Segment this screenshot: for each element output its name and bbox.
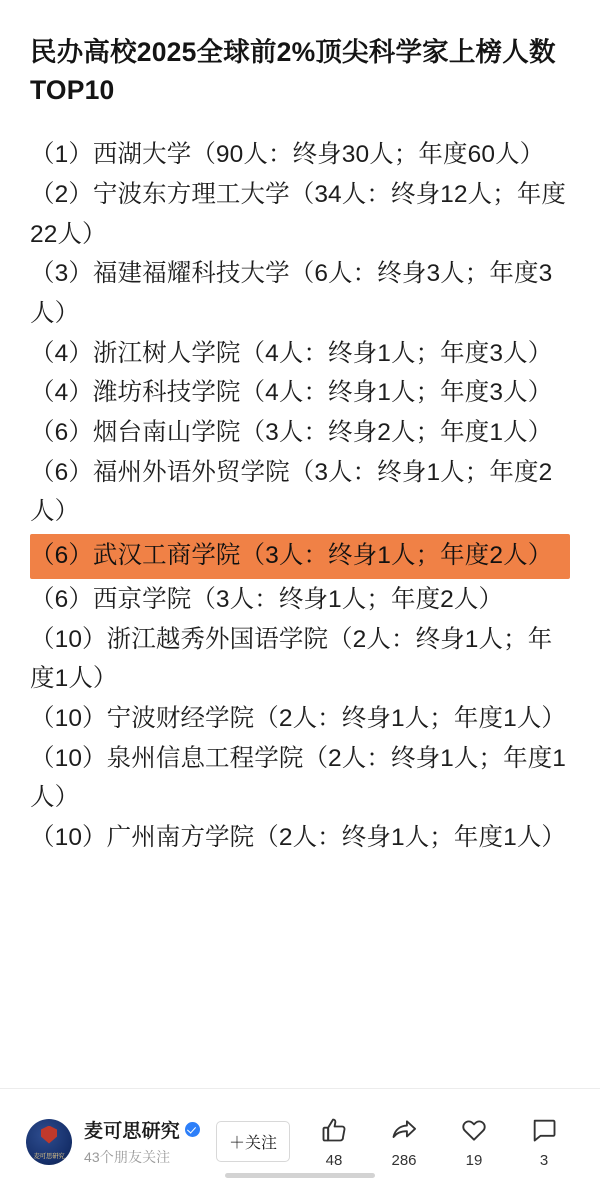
share-action[interactable] [382, 1115, 426, 1169]
comment-action[interactable] [522, 1115, 566, 1169]
comment-icon [529, 1115, 559, 1145]
list-item: （10）宁波财经学院（2人：终身1人；年度1人） [30, 704, 567, 732]
heart-icon [459, 1115, 489, 1145]
list-item-highlighted: （6）武汉工商学院（3人：终身1人；年度2人） [30, 534, 570, 579]
page-title: 民办高校2025全球前2%顶尖科学家上榜人数TOP10 [30, 37, 556, 105]
shield-icon [41, 1126, 57, 1144]
share-count: 286 [391, 1151, 417, 1169]
list-item: （2）宁波东方理工大学（34人：终身12人；年度22人） [30, 180, 567, 248]
thumbs-up-icon [319, 1115, 349, 1145]
favorite-action[interactable] [452, 1115, 496, 1169]
list-item: （6）烟台南山学院（3人：终身2人；年度1人） [30, 419, 553, 447]
like-action[interactable] [312, 1115, 356, 1169]
avatar[interactable] [26, 1119, 72, 1165]
ranking-list [30, 135, 570, 857]
list-item: （6）西京学院（3人：终身1人；年度2人） [30, 585, 504, 613]
list-item: （10）泉州信息工程学院（2人：终身1人；年度1人） [30, 744, 567, 812]
list-item: （6）福州外语外贸学院（3人：终身1人；年度2人） [30, 458, 553, 526]
list-item: （1）西湖大学（90人：终身30人；年度60人） [30, 141, 545, 169]
author-meta [84, 1116, 200, 1167]
action-bar [312, 1115, 574, 1169]
list-item: （4）浙江树人学院（4人：终身1人；年度3人） [30, 339, 553, 367]
comment-count: 3 [539, 1151, 549, 1169]
follow-button[interactable]: ＋关注 [216, 1121, 290, 1162]
avatar-badge-label: 麦可思研究 [33, 1153, 65, 1161]
list-item: （10）广州南方学院（2人：终身1人；年度1人） [30, 823, 567, 851]
list-item: （4）潍坊科技学院（4人：终身1人；年度3人） [30, 379, 553, 407]
author-name-row [84, 1116, 200, 1143]
list-item: （10）浙江越秀外国语学院（2人：终身1人；年度1人） [30, 625, 553, 693]
favorite-count: 19 [465, 1151, 483, 1169]
like-count: 48 [325, 1151, 343, 1169]
share-icon [389, 1115, 419, 1145]
friends-following-count: 43个朋友关注 [84, 1149, 171, 1165]
article-footer [0, 1088, 600, 1186]
home-indicator[interactable] [225, 1173, 375, 1178]
verified-badge-icon [185, 1122, 200, 1137]
author-block[interactable] [26, 1116, 200, 1167]
author-name[interactable]: 麦可思研究 [84, 1121, 181, 1142]
list-item: （3）福建福耀科技大学（6人：终身3人；年度3人） [30, 260, 553, 327]
